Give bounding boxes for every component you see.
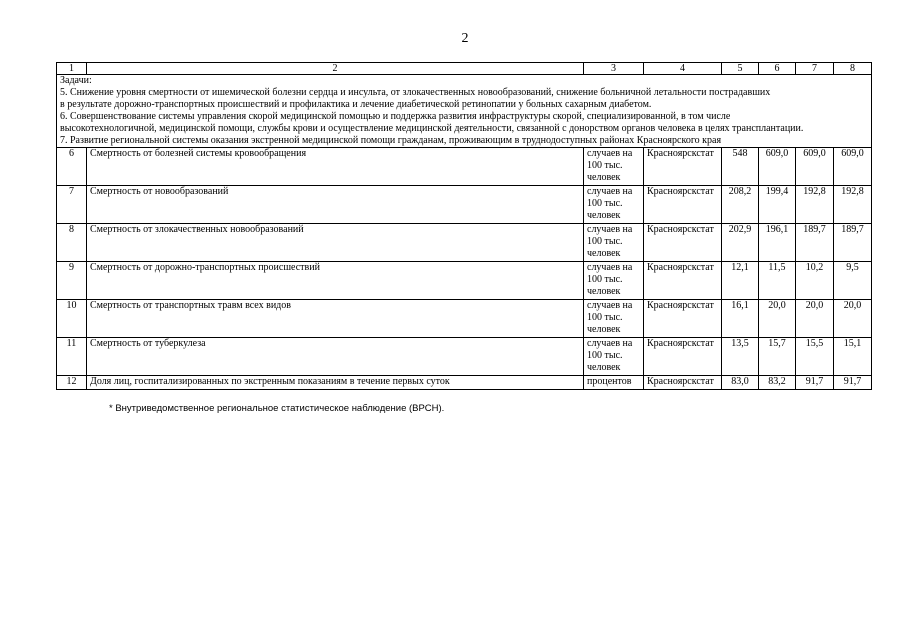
value-col6: 199,4 (759, 186, 796, 224)
value-col5: 208,2 (722, 186, 759, 224)
tasks-row (57, 75, 872, 148)
value-col8: 15,1 (834, 338, 872, 376)
task-line: в результате дорожно-транспортных происшествий и профилактика и лечение диабетической ретинопатии у больных сахарным диабетом. (60, 99, 652, 110)
table-row (57, 186, 872, 224)
value-col8: 91,7 (834, 376, 872, 390)
unit: случаев на 100 тыс. человек (584, 148, 644, 186)
value-col5: 12,1 (722, 262, 759, 300)
table-row (57, 262, 872, 300)
value-col6: 609,0 (759, 148, 796, 186)
header-row (57, 63, 872, 75)
header-cell: 2 (87, 63, 584, 75)
source: Красноярскстат (644, 338, 722, 376)
value-col5: 13,5 (722, 338, 759, 376)
footnote: * Внутриведомственное региональное статистическое наблюдение (ВРСН). (109, 403, 445, 414)
tasks-cell (57, 75, 872, 148)
page-number: 2 (461, 31, 469, 46)
header-cell: 1 (57, 63, 87, 75)
value-col8: 609,0 (834, 148, 872, 186)
value-col5: 548 (722, 148, 759, 186)
source: Красноярскстат (644, 148, 722, 186)
value-col8: 192,8 (834, 186, 872, 224)
source: Красноярскстат (644, 262, 722, 300)
value-col6: 11,5 (759, 262, 796, 300)
value-col5: 16,1 (722, 300, 759, 338)
task-line: 7. Развитие региональной системы оказания экстренной медицинской помощи гражданам, проживающим в труднодоступных районах Красноярского края (60, 135, 722, 146)
value-col5: 202,9 (722, 224, 759, 262)
value-col7: 91,7 (796, 376, 834, 390)
unit: случаев на 100 тыс. человек (584, 262, 644, 300)
source: Красноярскстат (644, 300, 722, 338)
table-row (57, 224, 872, 262)
row-number: 6 (57, 148, 87, 186)
task-line: 5. Снижение уровня смертности от ишемической болезни сердца и инсульта, от злокачественных новообразований, снижение больничной летальности пострадавших (60, 87, 771, 98)
header-cell: 5 (722, 63, 759, 75)
task-line: высокотехнологичной, медицинской помощи, службы крови и осуществление медицинской деятельности, связанной с донорством органов человека в целях трансплантации. (60, 123, 804, 134)
indicator-name: Смертность от болезней системы кровообращения (87, 148, 584, 186)
value-col7: 192,8 (796, 186, 834, 224)
row-number: 7 (57, 186, 87, 224)
source: Красноярскстат (644, 376, 722, 390)
unit: случаев на 100 тыс. человек (584, 300, 644, 338)
row-number: 8 (57, 224, 87, 262)
value-col8: 20,0 (834, 300, 872, 338)
header-cell: 7 (796, 63, 834, 75)
value-col6: 83,2 (759, 376, 796, 390)
indicator-name: Смертность от дорожно-транспортных происшествий (87, 262, 584, 300)
value-col6: 196,1 (759, 224, 796, 262)
value-col7: 10,2 (796, 262, 834, 300)
value-col8: 9,5 (834, 262, 872, 300)
table-row (57, 376, 872, 390)
row-number: 9 (57, 262, 87, 300)
value-col8: 189,7 (834, 224, 872, 262)
table-row (57, 338, 872, 376)
task-line: 6. Совершенствование системы управления скорой медицинской помощью и поддержка развития инфраструктуры скорой, специализированной, в том числе (60, 111, 731, 122)
row-number: 11 (57, 338, 87, 376)
indicator-name: Смертность от злокачественных новообразований (87, 224, 584, 262)
indicator-name: Смертность от новообразований (87, 186, 584, 224)
unit: случаев на 100 тыс. человек (584, 224, 644, 262)
source: Красноярскстат (644, 186, 722, 224)
indicator-name: Доля лиц, госпитализированных по экстренным показаниям в течение первых суток (87, 376, 584, 390)
header-cell: 6 (759, 63, 796, 75)
value-col7: 189,7 (796, 224, 834, 262)
header-cell: 8 (834, 63, 872, 75)
indicator-name: Смертность от туберкулеза (87, 338, 584, 376)
value-col7: 20,0 (796, 300, 834, 338)
table-row (57, 300, 872, 338)
value-col7: 609,0 (796, 148, 834, 186)
value-col6: 15,7 (759, 338, 796, 376)
source: Красноярскстат (644, 224, 722, 262)
row-number: 10 (57, 300, 87, 338)
unit: процентов (584, 376, 644, 390)
header-cell: 4 (644, 63, 722, 75)
row-number: 12 (57, 376, 87, 390)
indicators-table (56, 62, 872, 390)
value-col6: 20,0 (759, 300, 796, 338)
unit: случаев на 100 тыс. человек (584, 338, 644, 376)
table-row (57, 148, 872, 186)
indicator-name: Смертность от транспортных травм всех видов (87, 300, 584, 338)
value-col5: 83,0 (722, 376, 759, 390)
value-col7: 15,5 (796, 338, 834, 376)
header-cell: 3 (584, 63, 644, 75)
tasks-heading: Задачи: (60, 75, 92, 86)
unit: случаев на 100 тыс. человек (584, 186, 644, 224)
